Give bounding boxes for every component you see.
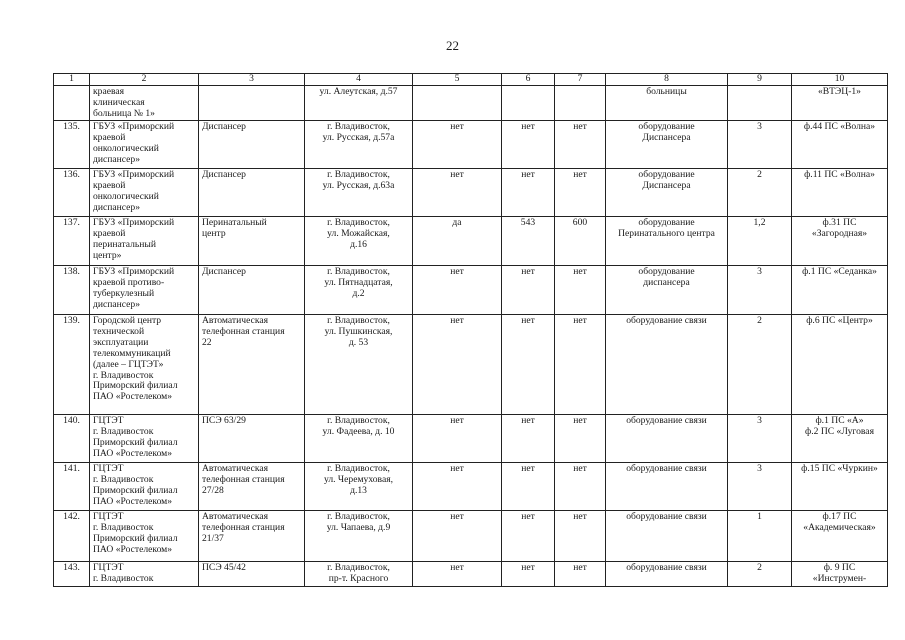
category-cell (728, 86, 792, 121)
category-cell: 3 (728, 266, 792, 315)
address-cell: г. Владивосток, ул. Пушкинская, д. 53 (305, 315, 413, 415)
equipment-cell: оборудование связи (606, 463, 728, 511)
row-number-cell: 139. (54, 315, 90, 415)
address-cell: г. Владивосток, ул. Русская, д.63а (305, 169, 413, 217)
column-6-cell: нет (502, 169, 555, 217)
organization-cell: ГБУЗ «Приморский краевой перинатальный центр» (90, 217, 199, 266)
table-row (54, 266, 888, 315)
organization-cell: ГЦТЭТ г. Владивосток (90, 562, 199, 587)
row-number-cell: 136. (54, 169, 90, 217)
category-cell: 1,2 (728, 217, 792, 266)
address-cell: ул. Алеутская, д.57 (305, 86, 413, 121)
table-row (54, 315, 888, 415)
column-7-cell: нет (555, 315, 606, 415)
column-6-cell (502, 86, 555, 121)
column-5-cell: да (413, 217, 502, 266)
equipment-cell: больницы (606, 86, 728, 121)
facility-type-cell: Диспансер (199, 266, 305, 315)
data-table (53, 73, 888, 587)
column-header: 3 (199, 74, 305, 86)
table-row (54, 86, 888, 121)
column-header: 4 (305, 74, 413, 86)
facility-type-cell: ПСЭ 45/42 (199, 562, 305, 587)
facility-type-cell: Диспансер (199, 121, 305, 169)
column-7-cell: нет (555, 562, 606, 587)
facility-type-cell: Автоматическая телефонная станция 21/37 (199, 511, 305, 562)
facility-type-cell (199, 86, 305, 121)
column-7-cell: нет (555, 511, 606, 562)
column-6-cell: нет (502, 415, 555, 463)
column-5-cell: нет (413, 415, 502, 463)
address-cell: г. Владивосток, ул. Пятнадцатая, д.2 (305, 266, 413, 315)
category-cell: 2 (728, 315, 792, 415)
column-header: 1 (54, 74, 90, 86)
column-5-cell: нет (413, 562, 502, 587)
feeder-cell: ф.15 ПС «Чуркин» (792, 463, 888, 511)
table-row (54, 511, 888, 562)
feeder-cell: «ВТЭЦ-1» (792, 86, 888, 121)
equipment-cell: оборудование связи (606, 315, 728, 415)
feeder-cell: ф.31 ПС «Загородная» (792, 217, 888, 266)
equipment-cell: оборудование Диспансера (606, 121, 728, 169)
column-6-cell: нет (502, 463, 555, 511)
column-6-cell: нет (502, 121, 555, 169)
column-header: 8 (606, 74, 728, 86)
facility-type-cell: Перинатальный центр (199, 217, 305, 266)
column-7-cell: нет (555, 415, 606, 463)
table-row (54, 217, 888, 266)
column-7-cell: нет (555, 121, 606, 169)
facility-type-cell: ПСЭ 63/29 (199, 415, 305, 463)
address-cell: г. Владивосток, ул. Можайская, д.16 (305, 217, 413, 266)
category-cell: 2 (728, 169, 792, 217)
equipment-cell: оборудование Диспансера (606, 169, 728, 217)
equipment-cell: оборудование диспансера (606, 266, 728, 315)
column-5-cell: нет (413, 463, 502, 511)
table-row (54, 169, 888, 217)
category-cell: 2 (728, 562, 792, 587)
address-cell: г. Владивосток, ул. Фадеева, д. 10 (305, 415, 413, 463)
table-row (54, 562, 888, 587)
category-cell: 3 (728, 415, 792, 463)
organization-cell: ГБУЗ «Приморский краевой онкологический диспансер» (90, 121, 199, 169)
page-number: 22 (446, 38, 459, 53)
column-header: 7 (555, 74, 606, 86)
table-row (54, 415, 888, 463)
organization-cell: ГБУЗ «Приморский краевой противо- туберкулезный диспансер» (90, 266, 199, 315)
table-header-row (54, 74, 888, 86)
column-6-cell: 543 (502, 217, 555, 266)
row-number-cell: 142. (54, 511, 90, 562)
feeder-cell: ф.11 ПС «Волна» (792, 169, 888, 217)
column-5-cell: нет (413, 121, 502, 169)
column-7-cell: нет (555, 169, 606, 217)
address-cell: г. Владивосток, ул. Черемуховая, д.13 (305, 463, 413, 511)
column-5-cell: нет (413, 266, 502, 315)
row-number-cell (54, 86, 90, 121)
column-header: 6 (502, 74, 555, 86)
column-5-cell: нет (413, 315, 502, 415)
feeder-cell: ф.1 ПС «А» ф.2 ПС «Луговая (792, 415, 888, 463)
organization-cell: ГЦТЭТ г. Владивосток Приморский филиал ПАО «Ростелеком» (90, 511, 199, 562)
category-cell: 3 (728, 463, 792, 511)
feeder-cell: ф.1 ПС «Седанка» (792, 266, 888, 315)
feeder-cell: ф.6 ПС «Центр» (792, 315, 888, 415)
row-number-cell: 141. (54, 463, 90, 511)
table-body (54, 74, 888, 587)
row-number-cell: 138. (54, 266, 90, 315)
row-number-cell: 143. (54, 562, 90, 587)
column-6-cell: нет (502, 315, 555, 415)
column-7-cell (555, 86, 606, 121)
address-cell: г. Владивосток, ул. Чапаева, д.9 (305, 511, 413, 562)
facility-type-cell: Автоматическая телефонная станция 27/28 (199, 463, 305, 511)
category-cell: 3 (728, 121, 792, 169)
column-5-cell: нет (413, 511, 502, 562)
address-cell: г. Владивосток, ул. Русская, д.57а (305, 121, 413, 169)
equipment-cell: оборудование Перинатального центра (606, 217, 728, 266)
equipment-cell: оборудование связи (606, 415, 728, 463)
organization-cell: краевая клиническая больница № 1» (90, 86, 199, 121)
column-5-cell: нет (413, 169, 502, 217)
table-row (54, 121, 888, 169)
column-6-cell: нет (502, 511, 555, 562)
column-6-cell: нет (502, 266, 555, 315)
row-number-cell: 135. (54, 121, 90, 169)
row-number-cell: 137. (54, 217, 90, 266)
table-row (54, 463, 888, 511)
facility-type-cell: Автоматическая телефонная станция 22 (199, 315, 305, 415)
feeder-cell: ф.44 ПС «Волна» (792, 121, 888, 169)
column-7-cell: нет (555, 266, 606, 315)
column-7-cell: 600 (555, 217, 606, 266)
column-header: 9 (728, 74, 792, 86)
column-header: 10 (792, 74, 888, 86)
column-header: 5 (413, 74, 502, 86)
column-header: 2 (90, 74, 199, 86)
equipment-cell: оборудование связи (606, 511, 728, 562)
organization-cell: ГЦТЭТ г. Владивосток Приморский филиал ПАО «Ростелеком» (90, 463, 199, 511)
organization-cell: ГБУЗ «Приморский краевой онкологический диспансер» (90, 169, 199, 217)
organization-cell: Городской центр технической эксплуатации телекоммуникаций (далее – ГЦТЭТ» г. Владивосток Приморский филиал ПАО «Ростелеком» (90, 315, 199, 415)
organization-cell: ГЦТЭТ г. Владивосток Приморский филиал ПАО «Ростелеком» (90, 415, 199, 463)
column-7-cell: нет (555, 463, 606, 511)
row-number-cell: 140. (54, 415, 90, 463)
feeder-cell: ф.17 ПС «Академическая» (792, 511, 888, 562)
category-cell: 1 (728, 511, 792, 562)
equipment-cell: оборудование связи (606, 562, 728, 587)
column-5-cell (413, 86, 502, 121)
feeder-cell: ф. 9 ПС «Инструмен- (792, 562, 888, 587)
address-cell: г. Владивосток, пр-т. Красного (305, 562, 413, 587)
facility-type-cell: Диспансер (199, 169, 305, 217)
column-6-cell: нет (502, 562, 555, 587)
